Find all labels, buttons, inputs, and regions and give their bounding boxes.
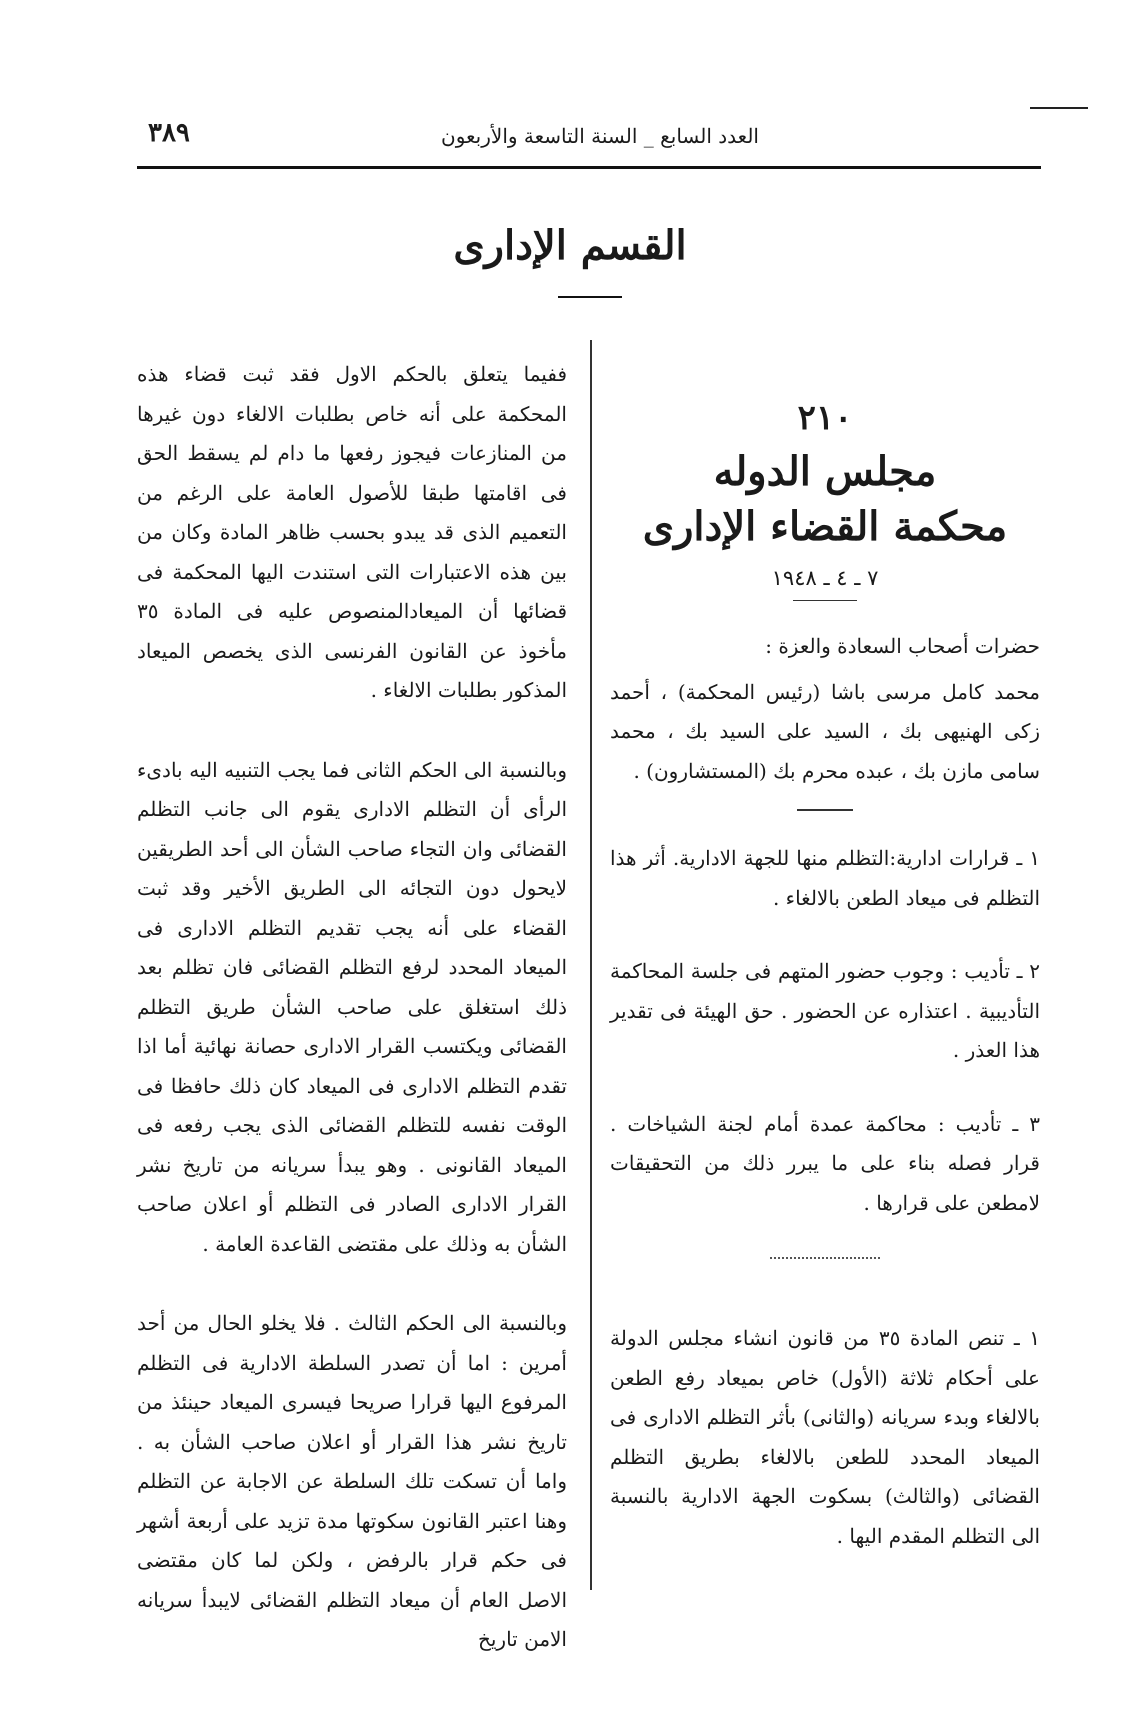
title-rule xyxy=(558,296,622,298)
left-column xyxy=(137,355,567,1660)
footnote-paragraph: ١ ـ تنص المادة ٣٥ من قانون انشاء مجلس الدولة على أحكام ثلاثة (الأول) خاص بميعاد رفع الطعن بالالغاء وبدء سريانه (والثانى) بأثر التظلم الادارى فى الميعاد المحدد للطعن بالالغاء بطريق التظلم القضائى (والثالث) بسكوت الجهة الادارية بالنسبة الى التظلم المقدم اليها . xyxy=(610,1326,1040,1548)
council-name: مجلس الدوله xyxy=(713,448,937,495)
column-divider xyxy=(590,340,592,1590)
members-rule xyxy=(797,809,853,811)
body-paragraph: ففيما يتعلق بالحكم الاول فقد ثبت قضاء هذه المحكمة على أنه خاص بطلبات الالغاء دون غيرها من المنازعات فيجوز رفعها ما دام لم يسقط الحق فى اقامتها طبقا للأصول العامة على الرغم من التعميم الذى قد يبدو بحسب ظاهر المادة وكان من بين هذه الاعتبارات التى استندت اليها المحكمة فى قضائها أن الميعادالمنصوص عليه فى المادة ٣٥ مأخوذ عن القانون الفرنسى الذى يخصص الميعاد المذكور بطلبات الالغاء . xyxy=(137,362,567,702)
court-greeting: حضرات أصحاب السعادة والعزة : xyxy=(765,634,1040,658)
case-number: ٢١٠ xyxy=(797,398,853,438)
body-paragraph: وبالنسبة الى الحكم الثانى فما يجب التنبيه اليه بادىء الرأى أن التظلم الادارى يقوم الى جانب التظلم القضائى وان التجاء صاحب الشأن الى أحد الطريقين لايحول دون التجائه الى الطريق الأخير وقد ثبت القضاء على أنه يجب تقديم التظلم الادارى فى الميعاد المحدد لرفع التظلم القضائى فان تظلم بعد ذلك استغلق على صاحب الشأن طريق التظلم القضائى ويكتسب القرار الادارى حصانة نهائية أما اذا تقدم التظلم الادارى فى الميعاد كان ذلك حافظا فى الوقت نفسه للتظلم القضائى الذى يجب رفعه فى الميعاد القانونى . وهو يبدأ سريانه من تاريخ نشر القرار الادارى الصادر فى التظلم أو اعلان صاحب الشأن به وذلك على مقتضى القاعدة العامة . xyxy=(137,757,567,1256)
summary-dotted-rule xyxy=(770,1257,880,1259)
court-members: محمد كامل مرسى باشا (رئيس المحكمة) ، أحمد زكى الهنيهى بك ، السيد على السيد بك ، محمد سامى مازن بك ، عبده محرم بك (المستشارون) . xyxy=(610,679,1040,783)
header-decoration-line xyxy=(1030,107,1088,109)
date-rule xyxy=(793,600,857,601)
section-title: القسم الإدارى xyxy=(453,222,687,269)
body-paragraph: وبالنسبة الى الحكم الثالث . فلا يخلو الحال من أحد أمرين : اما أن تصدر السلطة الادارية فى التظلم المرفوع اليها قرارا صريحا فيسرى الميعاد حينئذ من تاريخ نشر هذا القرار أو اعلان صاحب الشأن به . واما أن تسكت تلك السلطة عن الاجابة عن التظلم وهنا اعتبر القانون سكوتها مدة تزيد على أربعة أشهر فى حكم قرار بالرفض ، ولكن لما كان مقتضى الاصل العام أن ميعاد التظلم القضائى لايبدأ سريانه الامن تاريخ xyxy=(137,1311,567,1651)
summary-item: ٣ ـ تأديب : محاكمة عمدة أمام لجنة الشياخات . قرار فصله بناء على ما يبرر ذلك من التحقيقات لامطعن على قرارها . xyxy=(610,1111,1040,1215)
court-name: محكمة القضاء الإدارى xyxy=(642,503,1008,550)
summary-item: ١ ـ قرارات ادارية:التظلم منها للجهة الادارية. أثر هذا التظلم فى ميعاد الطعن بالالغاء . xyxy=(610,846,1040,910)
right-column xyxy=(610,340,1040,1556)
header-rule xyxy=(137,166,1041,169)
judgment-date: ٧ ـ ٤ ـ ١٩٤٨ xyxy=(771,566,879,590)
summary-item: ٢ ـ تأديب : وجوب حضور المتهم فى جلسة المحاكمة التأديبية . اعتذاره عن الحضور . حق الهيئة فى تقدير هذا العذر . xyxy=(610,959,1040,1062)
running-head: العدد السابع _ السنة التاسعة والأربعون xyxy=(441,124,759,148)
page-number: ٣٨٩ xyxy=(148,118,190,148)
